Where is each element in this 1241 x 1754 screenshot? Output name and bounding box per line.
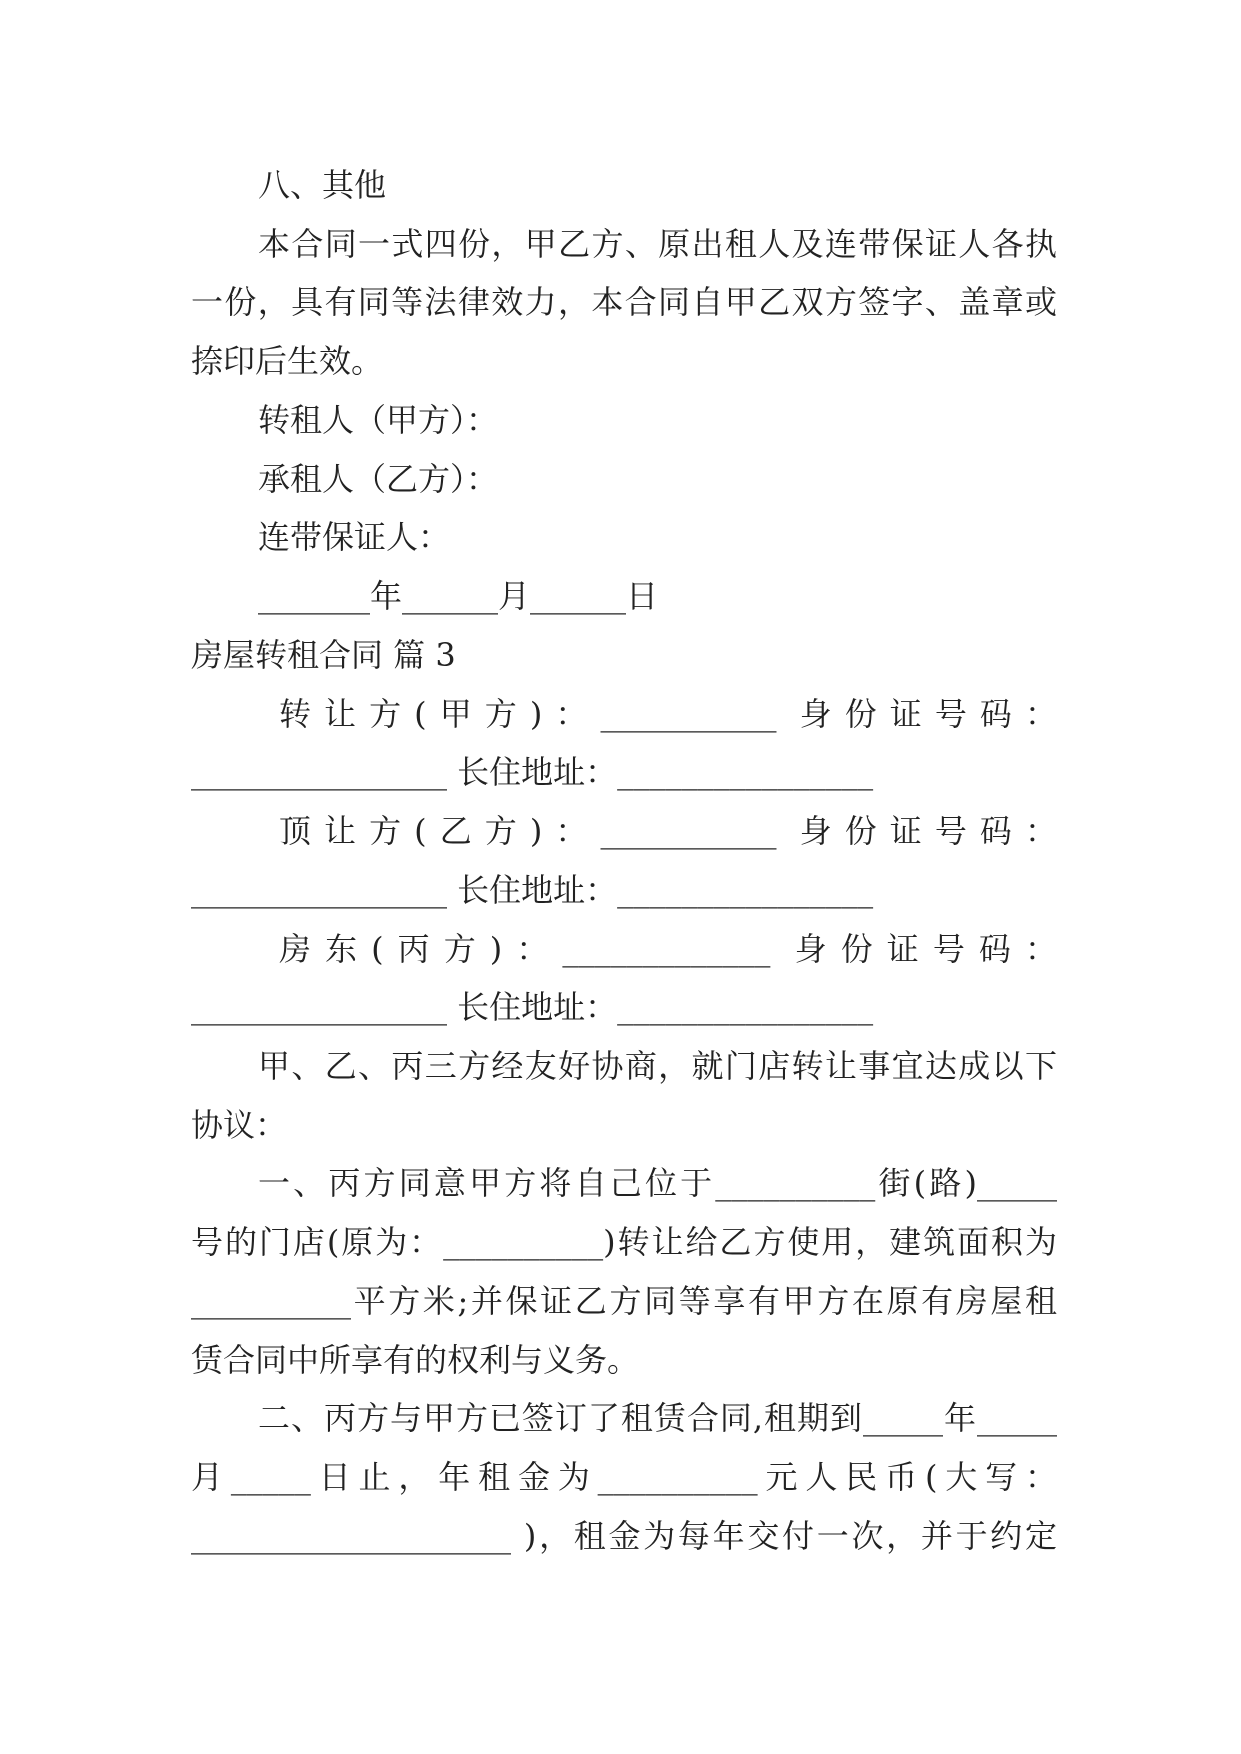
paragraph-line: 捺印后生效。 xyxy=(191,342,384,381)
preamble-line: 甲、乙、丙三方经友好协商，就门店转让事宜达成以下 xyxy=(258,1047,1057,1086)
party-a-address-line: ________________ 长住地址：________________ xyxy=(191,753,874,792)
document-body xyxy=(191,156,1057,1566)
clause-1-line: 赁合同中所享有的权利与义务。 xyxy=(191,1340,640,1379)
party-b-id-line: 顶让方(乙方)：___________ 身份证号码： xyxy=(279,812,1057,851)
signature-label-sublessee: 承租人（乙方）： xyxy=(258,459,499,498)
clause-1-line: 号的门店(原为：__________)转让给乙方使用，建筑面积为 xyxy=(191,1223,1057,1262)
paragraph-line: 一份，具有同等法律效力，本合同自甲乙双方签字、盖章或 xyxy=(191,283,1057,322)
party-c-address-line: ________________ 长住地址：________________ xyxy=(191,988,874,1027)
contract-title: 房屋转租合同 篇 3 xyxy=(191,635,456,674)
date-line: _______年______月______日 xyxy=(258,577,659,616)
signature-label-guarantor: 连带保证人： xyxy=(258,518,451,557)
party-b-address-line: ________________ 长住地址：________________ xyxy=(191,870,874,909)
section-heading: 八、其他 xyxy=(258,166,387,204)
preamble-line: 协议： xyxy=(191,1105,288,1144)
clause-1-line: 一、丙方同意甲方将自己位于__________街(路)_____ xyxy=(258,1164,1057,1203)
clause-1-line: __________平方米;并保证乙方同等享有甲方在原有房屋租 xyxy=(191,1281,1057,1320)
signature-label-sublessor: 转租人（甲方）： xyxy=(258,400,499,439)
party-a-id-line: 转让方(甲方)：___________ 身份证号码： xyxy=(279,694,1057,733)
clause-2-line: 月_____日止，年租金为__________元人民币(大写： xyxy=(191,1458,1057,1497)
party-c-id-line: 房东(丙方)：_____________ 身份证号码： xyxy=(279,929,1057,968)
paragraph-line: 本合同一式四份，甲乙方、原出租人及连带保证人各执 xyxy=(258,224,1057,263)
clause-2-line: 二、丙方与甲方已签订了租赁合同,租期到_____年_____ xyxy=(258,1399,1057,1438)
clause-2-line: ____________________ )，租金为每年交付一次，并于约定 xyxy=(191,1516,1057,1555)
